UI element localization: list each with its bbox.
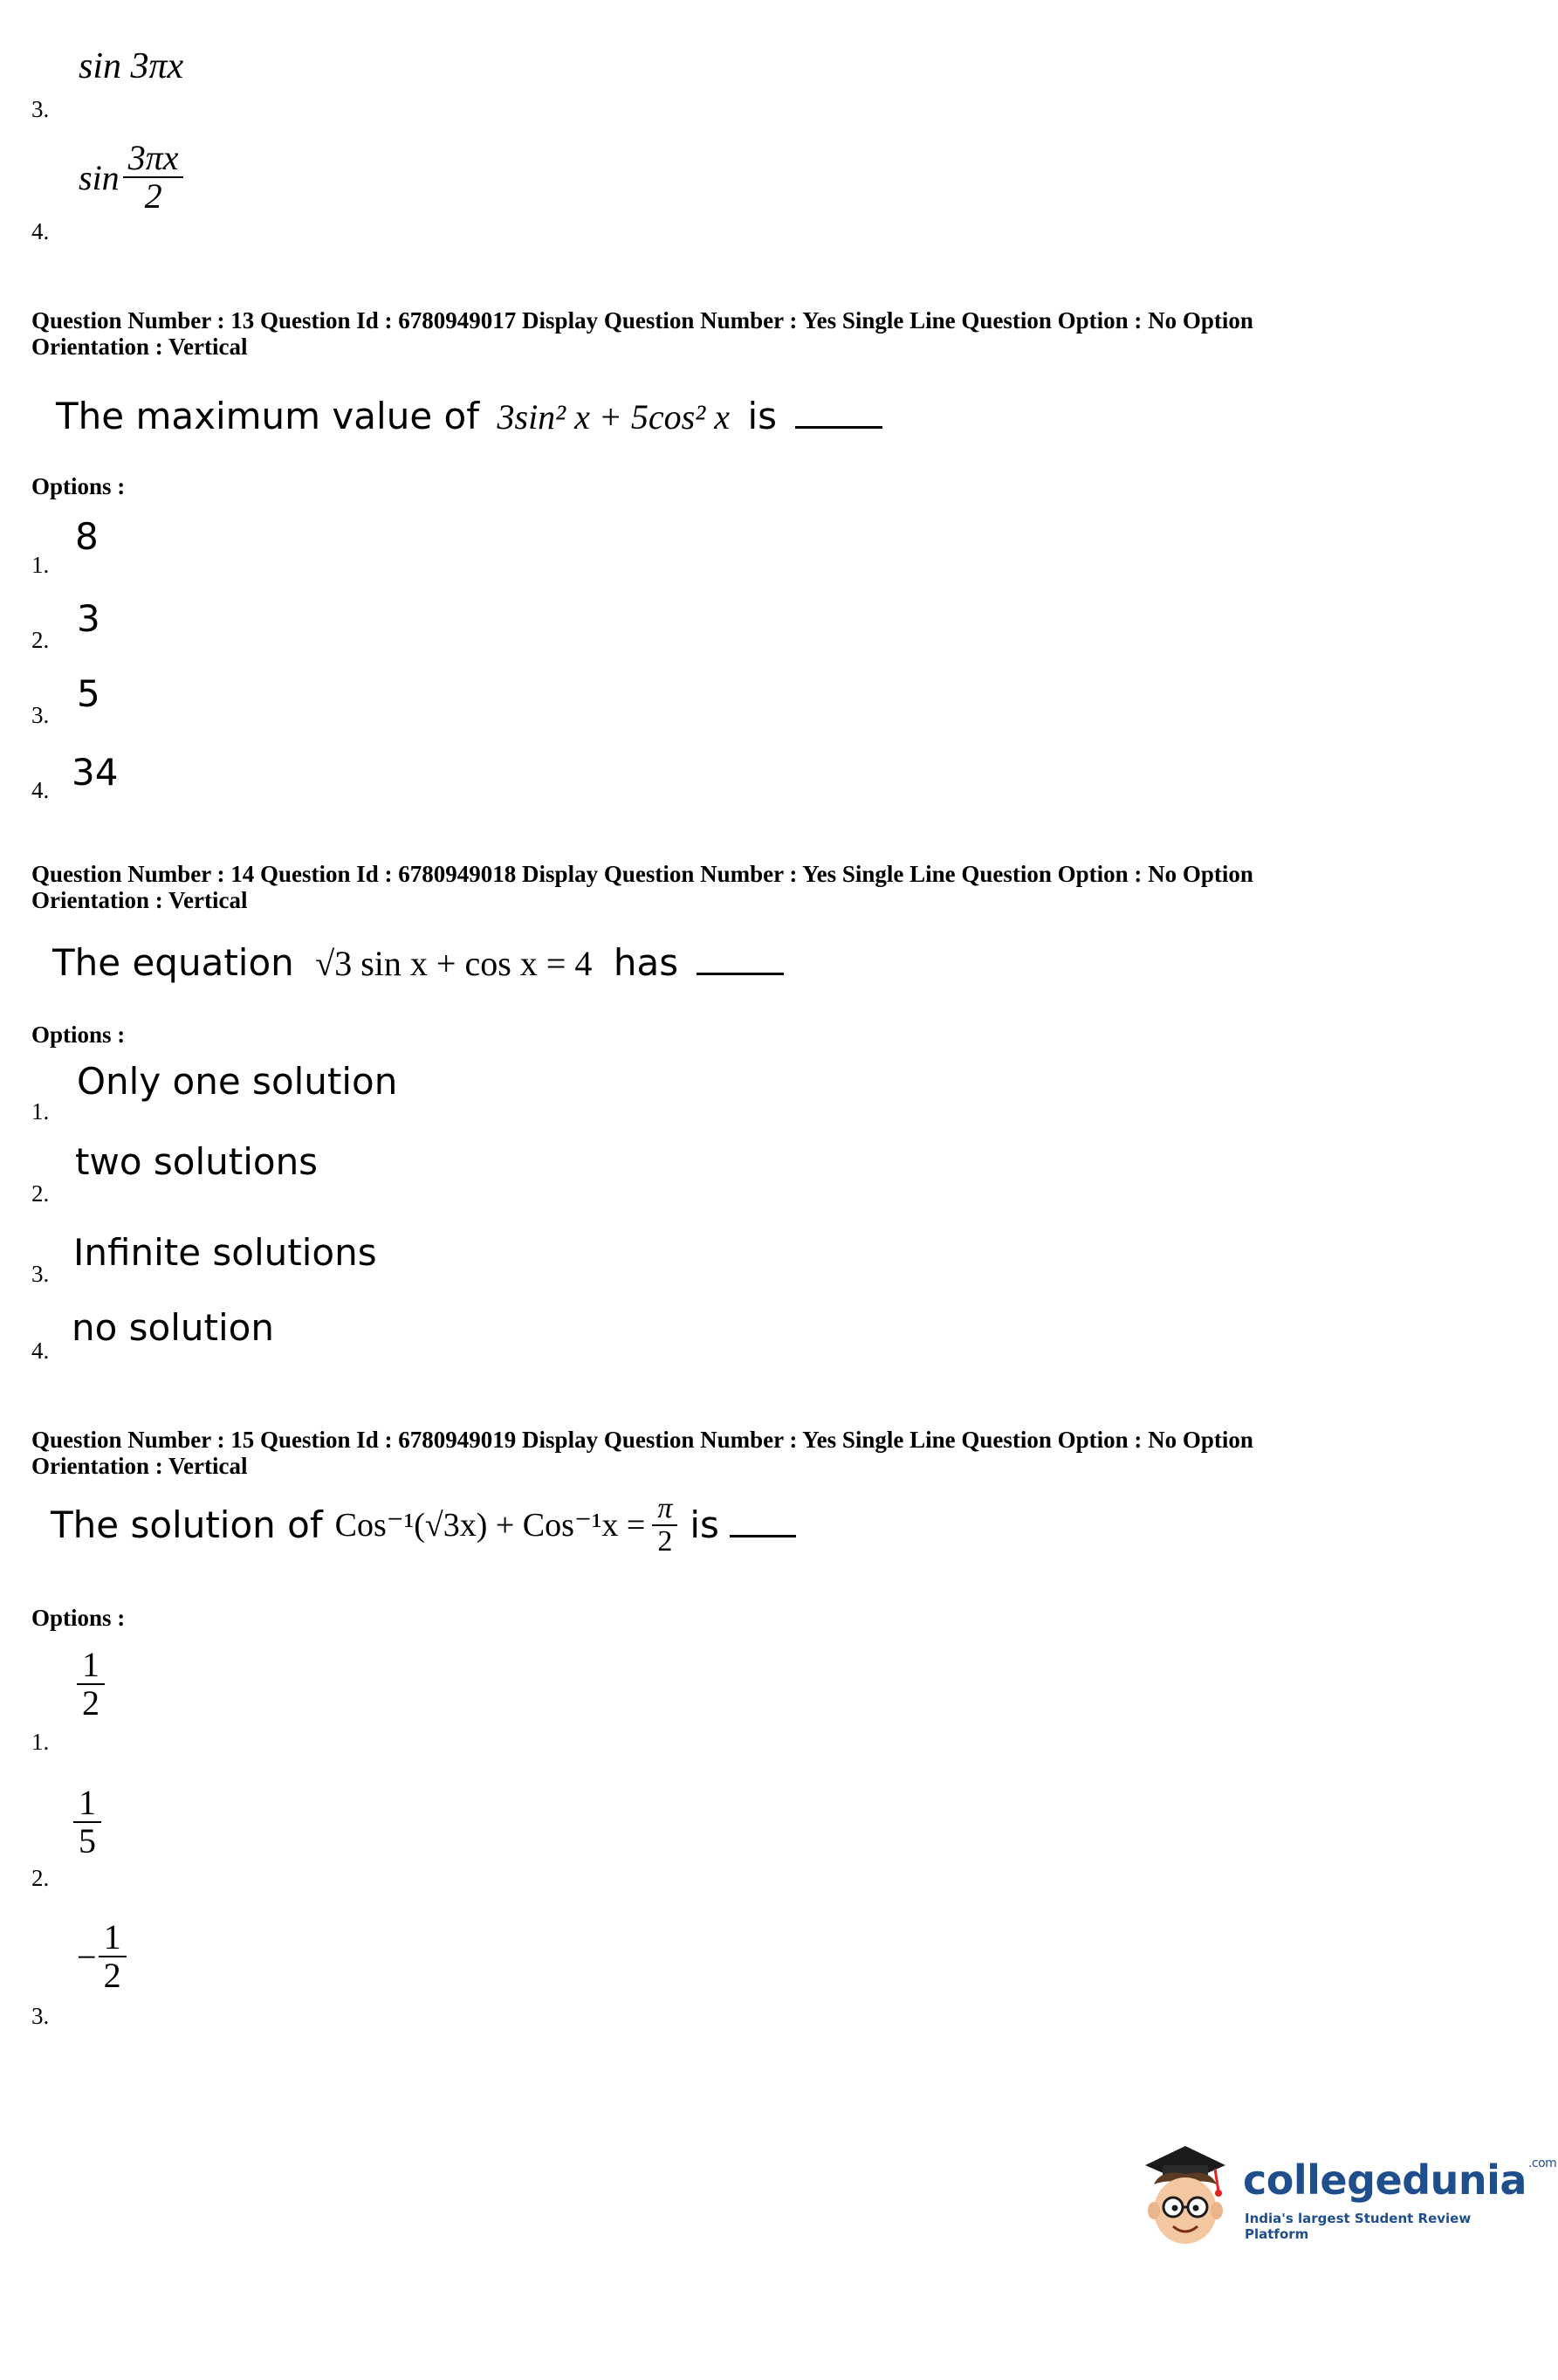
q14-answer-blank xyxy=(697,964,784,975)
q13-option-4-number: 4. xyxy=(31,777,50,803)
q13-text-before: The maximum value of xyxy=(56,395,479,437)
collegedunia-logo xyxy=(1135,2130,1557,2253)
prev-option-4-prefix: sin xyxy=(79,157,120,197)
q13-option-3-number: 3. xyxy=(31,702,50,728)
q13-options-label: Options : xyxy=(31,473,126,499)
q15-option-3-denominator: 2 xyxy=(103,1956,121,1995)
q13-option-1-value: 8 xyxy=(75,515,99,558)
q15-meta xyxy=(31,1427,1533,1479)
q15-option-3-numerator: 1 xyxy=(99,1919,127,1957)
q14-text-before: The equation xyxy=(52,941,294,984)
prev-option-4-numerator: 3πx xyxy=(123,140,184,178)
q13-answer-blank xyxy=(795,417,882,429)
q14-option-2-value: two solutions xyxy=(75,1140,319,1183)
q13-meta xyxy=(31,307,1533,360)
q15-text-after: is xyxy=(690,1503,719,1547)
q13-option-1-number: 1. xyxy=(31,552,50,578)
q15-option-3-fraction xyxy=(99,1919,127,1994)
q15-option-1-value xyxy=(77,1647,105,1722)
q14-question-text xyxy=(52,941,784,985)
q15-option-3-sign: − xyxy=(77,1936,97,1977)
q15-option-2-number: 2. xyxy=(31,1865,50,1891)
q14-meta xyxy=(31,861,1533,913)
q15-option-1-number: 1. xyxy=(31,1729,50,1755)
q13-math: 3sin² x + 5cos² x xyxy=(497,397,730,437)
prev-option-3-number: 3. xyxy=(31,96,50,122)
q13-option-2-number: 2. xyxy=(31,627,50,653)
mascot-icon xyxy=(1135,2130,1231,2253)
q13-option-3-value: 5 xyxy=(77,672,100,715)
logo-wordmark xyxy=(1243,2156,1556,2204)
q14-math: √3 sin x + cos x = 4 xyxy=(315,944,593,983)
q15-meta-line1: Question Number : 15 Question Id : 6780949019 Display Question Number : Yes Single Line Question Option : No Option xyxy=(31,1427,1253,1453)
q15-meta-line2: Orientation : Vertical xyxy=(31,1453,248,1479)
q15-option-1-fraction xyxy=(77,1647,105,1722)
q15-math-left: Cos⁻¹(√3x) + Cos⁻¹x = xyxy=(334,1507,646,1544)
q15-option-1-denominator: 2 xyxy=(82,1683,100,1723)
prev-option-4-expr xyxy=(79,140,183,215)
q13-option-4-value: 34 xyxy=(72,751,119,794)
q15-math-denominator: 2 xyxy=(657,1524,673,1558)
q13-question-text xyxy=(56,395,882,438)
q15-math-numerator: π xyxy=(652,1493,677,1526)
q14-option-4-number: 4. xyxy=(31,1338,50,1364)
q15-option-1-numerator: 1 xyxy=(77,1647,105,1685)
q15-options-label: Options : xyxy=(31,1605,126,1631)
q14-text-after: has xyxy=(613,941,679,984)
logo-suffix: .com xyxy=(1527,2156,1557,2170)
prev-option-4-number: 4. xyxy=(31,218,50,244)
q14-option-3-value: Infinite solutions xyxy=(73,1231,377,1274)
q13-text-after: is xyxy=(747,395,778,437)
q15-question-text xyxy=(51,1493,796,1557)
q13-meta-line1: Question Number : 13 Question Id : 6780949017 Display Question Number : Yes Single Line Question Option : No Option xyxy=(31,307,1253,334)
q15-text-before: The solution of xyxy=(51,1503,323,1547)
q15-option-2-numerator: 1 xyxy=(73,1785,101,1823)
prev-option-4-fraction xyxy=(123,140,184,215)
q14-options-label: Options : xyxy=(31,1021,126,1048)
q14-option-1-number: 1. xyxy=(31,1098,50,1125)
q15-option-3-value xyxy=(77,1919,127,1994)
logo-tagline: India's largest Student Review Platform xyxy=(1245,2211,1472,2242)
q14-option-4-value: no solution xyxy=(72,1306,274,1349)
q13-meta-line2: Orientation : Vertical xyxy=(31,334,248,360)
q15-option-2-denominator: 5 xyxy=(79,1821,96,1861)
q15-option-2-value xyxy=(73,1785,101,1860)
q15-option-2-fraction xyxy=(73,1785,101,1860)
q15-answer-blank xyxy=(730,1526,796,1537)
q14-option-3-number: 3. xyxy=(31,1261,50,1287)
logo-name: collegedunia xyxy=(1243,2156,1527,2204)
q14-option-2-number: 2. xyxy=(31,1180,50,1207)
q14-meta-line1: Question Number : 14 Question Id : 6780949018 Display Question Number : Yes Single Line Question Option : No Option xyxy=(31,861,1253,887)
q14-option-1-value: Only one solution xyxy=(77,1060,398,1103)
q13-option-2-value: 3 xyxy=(77,597,100,640)
q14-meta-line2: Orientation : Vertical xyxy=(31,887,248,913)
prev-option-4-denominator: 2 xyxy=(144,176,162,216)
q15-math-fraction xyxy=(652,1493,677,1557)
q15-option-3-number: 3. xyxy=(31,2003,50,2029)
prev-option-3-expr: sin 3πx xyxy=(79,46,184,86)
